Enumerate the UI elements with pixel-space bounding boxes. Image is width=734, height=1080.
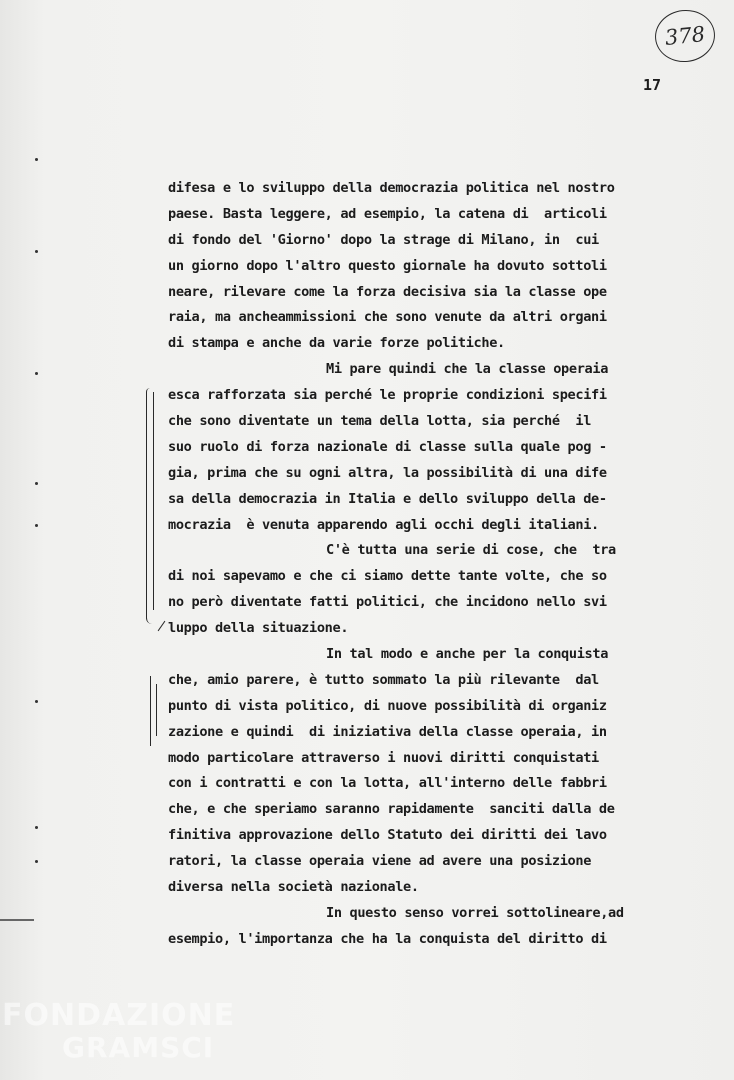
text-line: ratori, la classe operaia viene ad avere una posizione	[168, 853, 592, 870]
text-line: no però diventate fatti politici, che incidono nello svi	[168, 594, 607, 611]
margin-bracket-annotation	[156, 684, 157, 736]
text-line: di stampa e anche da varie forze politiche.	[168, 335, 505, 352]
margin-line	[0, 919, 34, 921]
text-line: gia, prima che su ogni altra, la possibilità di una dife	[168, 464, 607, 481]
text-line: raia, ma ancheammissioni che sono venute da altri organi	[168, 309, 607, 326]
text-line: di fondo del 'Giorno' dopo la strage di Milano, in cui	[168, 231, 599, 248]
text-line: un giorno dopo l'altro questo giornale ha dovuto sottoli	[168, 257, 607, 274]
text-line: sa della democrazia in Italia e dello sviluppo della de-	[168, 490, 607, 507]
typed-text-body	[168, 176, 683, 953]
page-number: 17	[643, 76, 662, 94]
margin-dot	[35, 700, 38, 703]
margin-dot	[35, 482, 38, 485]
margin-dot	[35, 250, 38, 253]
paragraph-start-line: C'è tutta una serie di cose, che tra	[326, 542, 616, 559]
text-line: neare, rilevare come la forza decisiva sia la classe ope	[168, 283, 607, 300]
margin-dot	[35, 158, 38, 161]
text-line: che, e che speriamo saranno rapidamente sanciti dalla de	[168, 801, 615, 818]
text-line: mocrazia è venuta apparendo agli occhi degli italiani.	[168, 516, 599, 533]
margin-dot	[35, 826, 38, 829]
text-line: che sono diventate un tema della lotta, sia perché il	[168, 413, 592, 430]
paragraph-start-line: In tal modo e anche per la conquista	[326, 646, 609, 663]
text-line: esempio, l'importanza che ha la conquista del diritto di	[168, 930, 607, 947]
text-line: luppo della situazione.	[168, 620, 349, 637]
margin-bracket-annotation	[153, 392, 154, 610]
watermark-line: FONDAZIONE	[2, 998, 236, 1033]
text-line: esca rafforzata sia perché le proprie condizioni specifi	[168, 387, 607, 404]
watermark-line: GRAMSCI	[62, 1031, 215, 1064]
archive-watermark	[2, 1000, 235, 1064]
text-line: di noi sapevamo e che ci siamo dette tante volte, che so	[168, 568, 607, 585]
margin-bracket-annotation	[158, 621, 166, 631]
paragraph-start-line: Mi pare quindi che la classe operaia	[326, 361, 609, 378]
margin-bracket-annotation	[150, 676, 151, 746]
archive-stamp-number: 378	[652, 7, 717, 65]
margin-dot	[35, 860, 38, 863]
margin-bracket-annotation	[146, 388, 153, 624]
text-line: che, amio parere, è tutto sommato la più rilevante dal	[168, 671, 599, 688]
text-line: difesa e lo sviluppo della democrazia politica nel nostro	[168, 180, 615, 196]
text-line: con i contratti e con la lotta, all'interno delle fabbri	[168, 775, 607, 792]
text-line: paese. Basta leggere, ad esempio, la catena di articoli	[168, 205, 607, 222]
text-line: modo particolare attraverso i nuovi diritti conquistati	[168, 749, 599, 766]
text-line: zazione e quindi di iniziativa della classe operaia, in	[168, 723, 607, 740]
text-line: diversa nella società nazionale.	[168, 879, 419, 896]
text-line: finitiva approvazione dello Statuto dei diritti dei lavo	[168, 827, 607, 844]
margin-dot	[35, 372, 38, 375]
text-line: punto di vista politico, di nuove possibilità di organiz	[168, 697, 607, 714]
margin-dot	[35, 524, 38, 527]
paragraph-start-line: In questo senso vorrei sottolineare,ad	[326, 904, 624, 921]
text-line: suo ruolo di forza nazionale di classe sulla quale pog -	[168, 438, 607, 455]
